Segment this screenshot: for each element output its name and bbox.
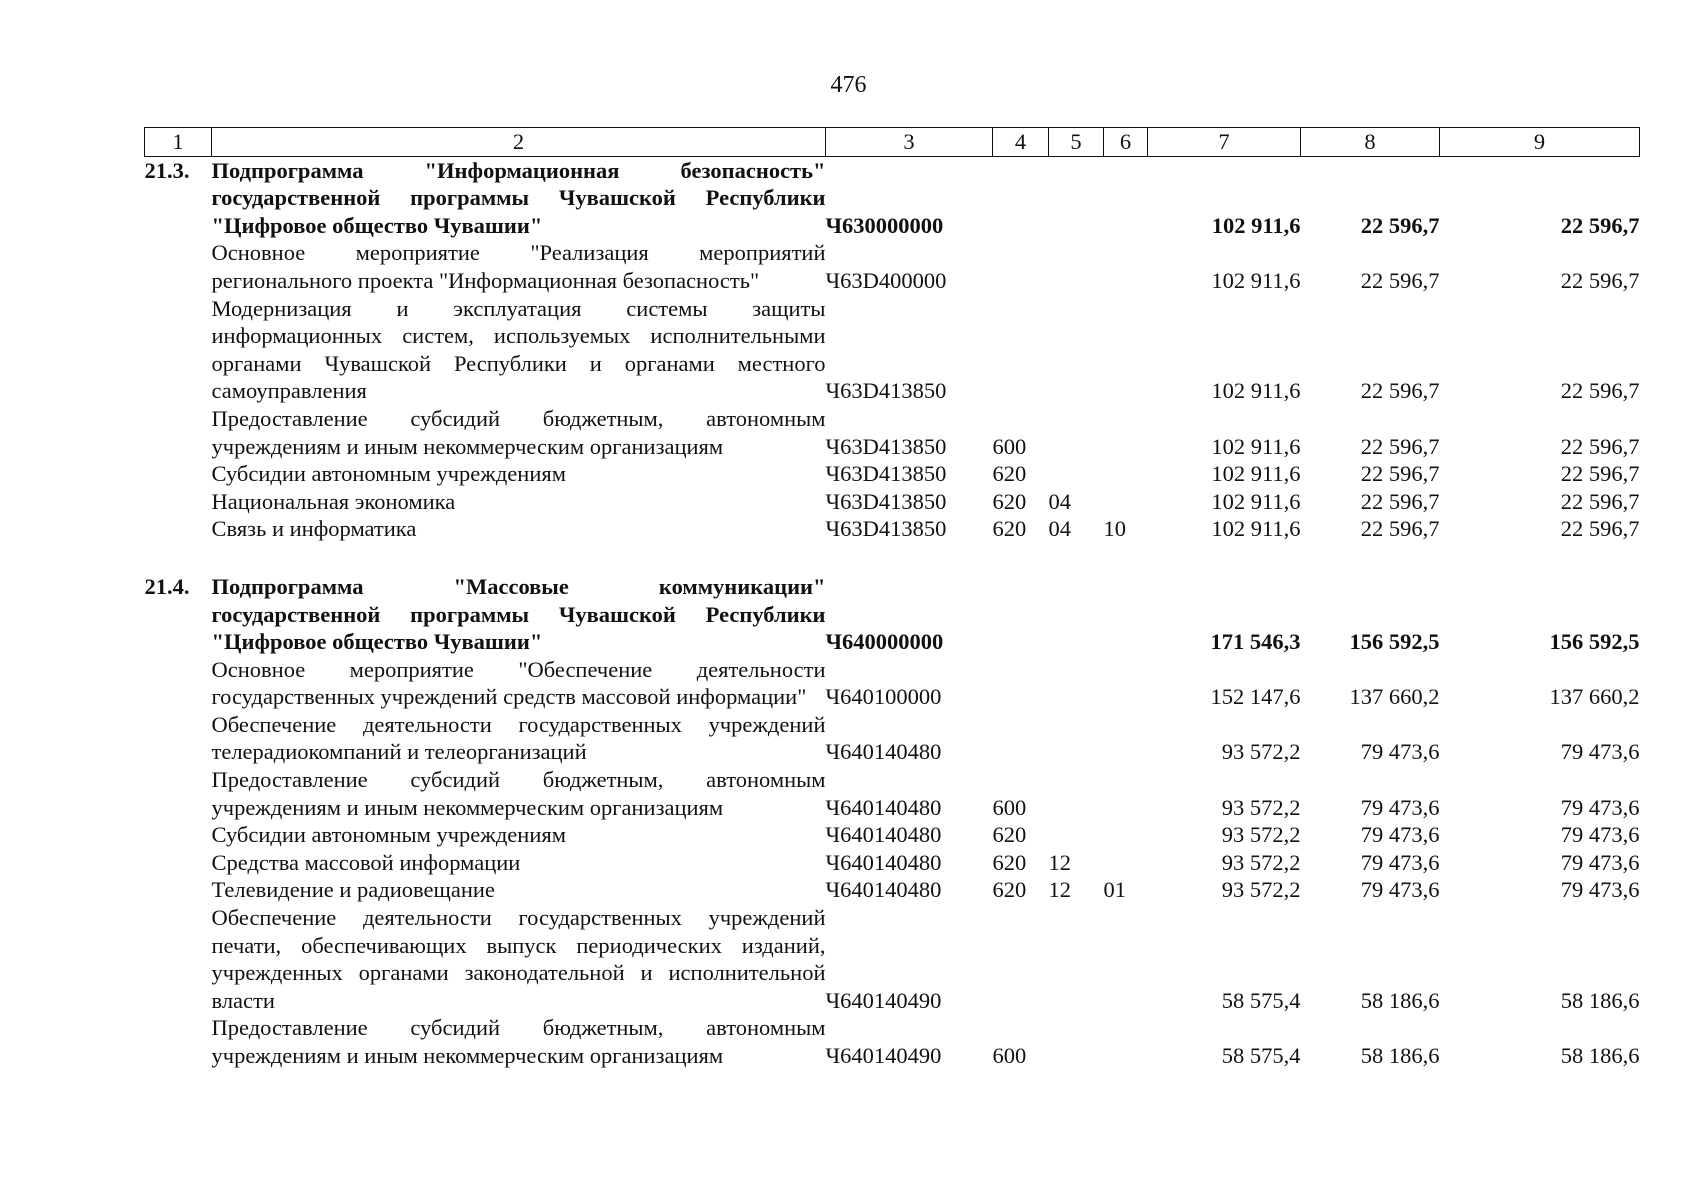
section-code <box>1049 766 1104 821</box>
budget-code: Ч63D413850 <box>825 488 947 514</box>
header-cell: 2 <box>212 128 826 157</box>
header-cell: 6 <box>1104 128 1148 157</box>
budget-code: Ч63D413850 <box>825 378 947 404</box>
expense-type-code: 620 <box>992 877 1027 903</box>
expense-type-code <box>993 904 1049 1014</box>
amount-col8: 58 186,6 <box>1360 987 1440 1013</box>
table-row <box>145 1014 1640 1069</box>
expense-type-code <box>993 656 1049 711</box>
expense-type-code: 620 <box>992 461 1027 487</box>
subsection-code <box>1104 573 1148 656</box>
section-code <box>1049 1014 1104 1069</box>
section-code <box>1049 460 1104 488</box>
amount-col9: 22 596,7 <box>1560 212 1640 238</box>
row-number <box>145 876 212 904</box>
amount-col9: 22 596,7 <box>1560 267 1640 293</box>
subsection-code <box>1104 656 1148 711</box>
row-number <box>145 488 212 516</box>
amount-col8: 58 186,6 <box>1360 1043 1440 1068</box>
row-number <box>145 1014 212 1069</box>
row-name: Предоставление субсидий бюджетным, автономным учреждениям и иным некоммерческим организациям <box>211 767 826 820</box>
budget-code: Ч640000000 <box>825 629 944 655</box>
amount-col9: 22 596,7 <box>1560 461 1640 487</box>
row-name: Субсидии автономным учреждениям <box>211 822 566 848</box>
amount-col9: 79 473,6 <box>1560 877 1640 903</box>
expense-type-code: 600 <box>992 1043 1027 1068</box>
row-name: Основное мероприятие "Обеспечение деятельности государственных учреждений средств массовой информации" <box>211 656 826 710</box>
expense-type-code <box>993 295 1049 405</box>
amount-col9: 22 596,7 <box>1560 378 1640 404</box>
budget-code: Ч63D413850 <box>825 433 947 459</box>
expense-type-code: 620 <box>992 822 1027 848</box>
amount-col7: 171 546,3 <box>1210 629 1301 655</box>
section-code <box>1049 156 1104 239</box>
row-name: Обеспечение деятельности государственных учреждений печати, обеспечивающих выпуск периодических изданий, учрежденных органами законодательной и исполнительной власти <box>211 905 826 1013</box>
expense-type-code <box>993 573 1049 656</box>
section-code: 12 <box>1048 877 1071 903</box>
row-name: Подпрограмма "Информационная безопасность" государственной программы Чувашской Республики "Цифровое общество Чувашии" <box>211 157 826 238</box>
row-name: Обеспечение деятельности государственных учреждений телерадиокомпаний и телеорганизаций <box>211 711 826 765</box>
section-code <box>1049 295 1104 405</box>
subsection-code <box>1104 766 1148 821</box>
subprogram-row <box>145 573 1640 656</box>
amount-col7: 93 572,2 <box>1221 822 1301 848</box>
header-cell: 5 <box>1049 128 1104 157</box>
row-number <box>145 515 212 543</box>
subsection-code <box>1104 1014 1148 1069</box>
table-row <box>145 711 1640 766</box>
amount-col8: 22 596,7 <box>1360 378 1440 404</box>
amount-col9: 22 596,7 <box>1560 488 1640 514</box>
spacer-row <box>145 543 1640 573</box>
row-name: Средства массовой информации <box>211 849 521 875</box>
budget-table <box>144 127 1640 1070</box>
section-code <box>1049 573 1104 656</box>
row-number <box>145 904 212 1014</box>
budget-code: Ч63D413850 <box>825 461 947 487</box>
row-name: Предоставление субсидий бюджетным, автономным учреждениям и иным некоммерческим организациям <box>211 1015 826 1068</box>
amount-col7: 102 911,6 <box>1211 212 1301 238</box>
row-name: Предоставление субсидий бюджетным, автономным учреждениям и иным некоммерческим организациям <box>211 405 826 459</box>
row-number: 21.4. <box>144 573 190 599</box>
amount-col9: 58 186,6 <box>1560 987 1640 1013</box>
amount-col7: 58 575,4 <box>1221 987 1301 1013</box>
row-name: Подпрограмма "Массовые коммуникации" государственной программы Чувашской Республики "Цифровое общество Чувашии" <box>211 573 826 655</box>
table-row <box>145 405 1640 460</box>
row-number <box>145 405 212 460</box>
section-code <box>1049 711 1104 766</box>
amount-col8: 22 596,7 <box>1360 516 1440 542</box>
amount-col7: 102 911,6 <box>1211 433 1301 459</box>
subsection-code <box>1104 711 1148 766</box>
subsection-code <box>1104 239 1148 294</box>
expense-type-code: 600 <box>992 794 1027 820</box>
page-number: 476 <box>830 72 867 98</box>
table-row <box>145 876 1640 904</box>
subsection-code <box>1104 156 1148 239</box>
row-name: Телевидение и радиовещание <box>211 877 495 903</box>
amount-col7: 102 911,6 <box>1211 488 1301 514</box>
expense-type-code <box>993 711 1049 766</box>
row-number <box>145 239 212 294</box>
table-row <box>145 656 1640 711</box>
amount-col7: 93 572,2 <box>1221 849 1301 875</box>
subsection-code <box>1104 849 1148 877</box>
row-number <box>145 849 212 877</box>
amount-col8: 79 473,6 <box>1360 877 1440 903</box>
section-code: 04 <box>1048 488 1071 514</box>
header-cell: 3 <box>826 128 993 157</box>
header-cell: 1 <box>145 128 212 157</box>
amount-col7: 102 911,6 <box>1211 461 1301 487</box>
table-row <box>145 515 1640 543</box>
amount-col8: 22 596,7 <box>1360 433 1440 459</box>
amount-col8: 79 473,6 <box>1360 849 1440 875</box>
amount-col9: 137 660,2 <box>1549 684 1640 710</box>
budget-code: Ч640140490 <box>825 1043 942 1068</box>
amount-col7: 152 147,6 <box>1210 684 1301 710</box>
amount-col8: 22 596,7 <box>1360 488 1440 514</box>
row-number <box>145 821 212 849</box>
amount-col7: 102 911,6 <box>1211 378 1301 404</box>
subprogram-row <box>145 156 1640 239</box>
header-cell: 7 <box>1148 128 1301 157</box>
budget-code: Ч640140490 <box>825 987 942 1013</box>
amount-col8: 22 596,7 <box>1360 461 1440 487</box>
subsection-code <box>1104 405 1148 460</box>
table-row <box>145 766 1640 821</box>
table-row <box>145 488 1640 516</box>
amount-col9: 79 473,6 <box>1560 794 1640 820</box>
section-code: 12 <box>1048 849 1071 875</box>
table-row <box>145 460 1640 488</box>
subsection-code <box>1104 904 1148 1014</box>
subsection-code: 01 <box>1103 877 1126 903</box>
amount-col7: 93 572,2 <box>1221 877 1301 903</box>
amount-col9: 58 186,6 <box>1560 1043 1640 1068</box>
row-name: Субсидии автономным учреждениям <box>211 461 566 487</box>
expense-type-code: 600 <box>992 433 1027 459</box>
amount-col8: 22 596,7 <box>1360 212 1440 238</box>
row-name: Национальная экономика <box>211 488 456 514</box>
amount-col7: 102 911,6 <box>1211 516 1301 542</box>
budget-code: Ч63D413850 <box>825 516 947 542</box>
subsection-code <box>1104 460 1148 488</box>
budget-code: Ч640140480 <box>825 877 942 903</box>
amount-col8: 79 473,6 <box>1360 822 1440 848</box>
amount-col8: 137 660,2 <box>1349 684 1440 710</box>
budget-code: Ч640140480 <box>825 822 942 848</box>
section-code <box>1049 405 1104 460</box>
section-code <box>1049 904 1104 1014</box>
row-number <box>145 711 212 766</box>
table-row <box>145 295 1640 405</box>
budget-code: Ч640140480 <box>825 794 942 820</box>
header-row <box>145 128 1640 157</box>
budget-code: Ч63D400000 <box>825 267 947 293</box>
row-number <box>145 460 212 488</box>
expense-type-code <box>993 156 1049 239</box>
amount-col7: 102 911,6 <box>1211 267 1301 293</box>
amount-col8: 79 473,6 <box>1360 739 1440 765</box>
expense-type-code: 620 <box>992 849 1027 875</box>
amount-col8: 79 473,6 <box>1360 794 1440 820</box>
section-code <box>1049 821 1104 849</box>
row-number <box>145 295 212 405</box>
subsection-code <box>1104 821 1148 849</box>
amount-col9: 79 473,6 <box>1560 822 1640 848</box>
table-row <box>145 239 1640 294</box>
row-name: Связь и информатика <box>211 516 417 542</box>
header-cell: 9 <box>1440 128 1640 157</box>
amount-col9: 22 596,7 <box>1560 433 1640 459</box>
spacer-cell <box>145 543 1640 573</box>
table-row <box>145 904 1640 1014</box>
row-name: Основное мероприятие "Реализация мероприятий регионального проекта "Информационная безопасность" <box>211 240 826 293</box>
subsection-code <box>1104 488 1148 516</box>
row-name: Модернизация и эксплуатация системы защиты информационных систем, используемых исполнительными органами Чувашской Республики и органами местного самоуправления <box>211 295 826 404</box>
budget-code: Ч630000000 <box>825 212 944 238</box>
expense-type-code: 620 <box>992 516 1027 542</box>
section-code <box>1049 239 1104 294</box>
amount-col9: 156 592,5 <box>1549 629 1640 655</box>
amount-col9: 79 473,6 <box>1560 849 1640 875</box>
budget-code: Ч640140480 <box>825 739 942 765</box>
amount-col9: 22 596,7 <box>1560 516 1640 542</box>
amount-col7: 93 572,2 <box>1221 794 1301 820</box>
table-row <box>145 849 1640 877</box>
amount-col9: 79 473,6 <box>1560 739 1640 765</box>
budget-code: Ч640100000 <box>825 684 942 710</box>
table-row <box>145 821 1640 849</box>
amount-col8: 156 592,5 <box>1349 629 1440 655</box>
budget-code: Ч640140480 <box>825 849 942 875</box>
subsection-code <box>1104 295 1148 405</box>
row-number <box>145 656 212 711</box>
subsection-code: 10 <box>1103 516 1126 542</box>
expense-type-code <box>993 239 1049 294</box>
amount-col8: 22 596,7 <box>1360 267 1440 293</box>
row-number: 21.3. <box>144 157 190 183</box>
row-number <box>145 766 212 821</box>
section-code: 04 <box>1048 516 1071 542</box>
expense-type-code: 620 <box>992 488 1027 514</box>
section-code <box>1049 656 1104 711</box>
header-cell: 4 <box>993 128 1049 157</box>
header-cell: 8 <box>1301 128 1440 157</box>
amount-col7: 58 575,4 <box>1221 1043 1301 1068</box>
amount-col7: 93 572,2 <box>1221 739 1301 765</box>
